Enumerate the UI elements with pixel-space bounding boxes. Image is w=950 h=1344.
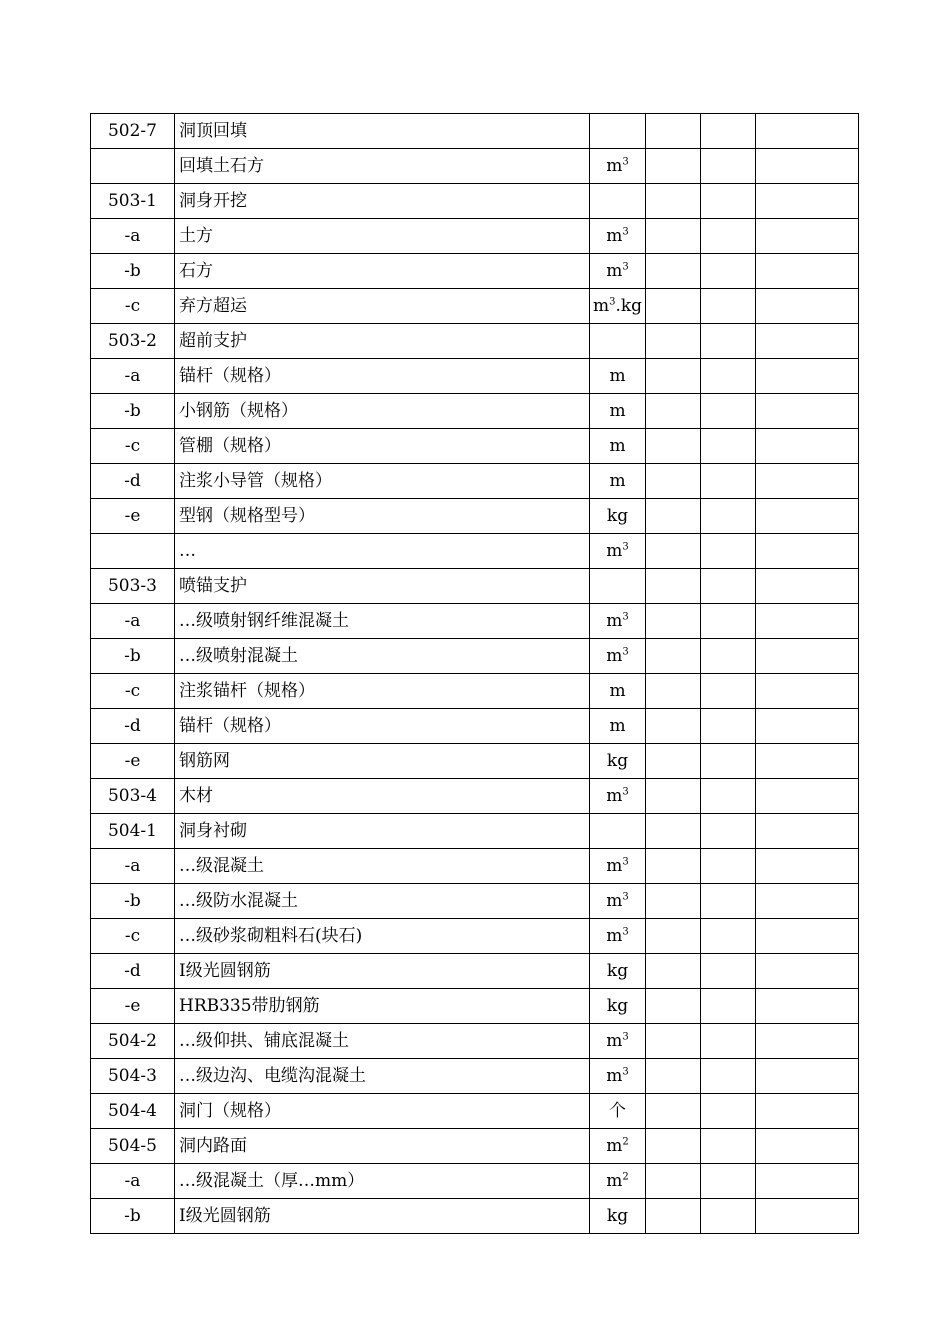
amount-cell <box>756 1094 859 1129</box>
amount-cell <box>756 569 859 604</box>
amount-cell <box>756 464 859 499</box>
amount-cell <box>756 814 859 849</box>
item-name-cell: 洞门（规格） <box>175 1094 590 1129</box>
unit-cell: $m^3$ <box>590 1059 646 1094</box>
item-code-cell: -b <box>91 639 175 674</box>
table-row <box>91 114 859 149</box>
item-code-cell: -d <box>91 464 175 499</box>
quantity-cell <box>646 359 701 394</box>
unit-cell: kg <box>590 1199 646 1234</box>
amount-cell <box>756 919 859 954</box>
amount-cell <box>756 324 859 359</box>
unit-price-cell <box>701 254 756 289</box>
table-row <box>91 429 859 464</box>
table-row <box>91 184 859 219</box>
unit-cell: $m^3$ <box>590 534 646 569</box>
unit-price-cell <box>701 954 756 989</box>
item-name-cell: …级砂浆砌粗料石(块石) <box>175 919 590 954</box>
unit-cell <box>590 324 646 359</box>
item-code-cell: -b <box>91 254 175 289</box>
item-name-cell: 锚杆（规格） <box>175 709 590 744</box>
quantity-cell <box>646 289 701 324</box>
item-name-cell: …级混凝土 <box>175 849 590 884</box>
quantity-cell <box>646 114 701 149</box>
table-row <box>91 814 859 849</box>
quantity-cell <box>646 499 701 534</box>
table-row <box>91 324 859 359</box>
item-name-cell: …级喷射混凝土 <box>175 639 590 674</box>
unit-price-cell <box>701 184 756 219</box>
amount-cell <box>756 744 859 779</box>
item-code-cell: 504-3 <box>91 1059 175 1094</box>
table-row <box>91 534 859 569</box>
unit-cell: $m^3$ <box>590 779 646 814</box>
table-row <box>91 254 859 289</box>
quantity-cell <box>646 149 701 184</box>
unit-cell: $m^3$ <box>590 849 646 884</box>
amount-cell <box>756 184 859 219</box>
unit-price-cell <box>701 219 756 254</box>
amount-cell <box>756 219 859 254</box>
unit-price-cell <box>701 1024 756 1059</box>
unit-price-cell <box>701 1059 756 1094</box>
item-name-cell: …级边沟、电缆沟混凝土 <box>175 1059 590 1094</box>
unit-price-cell <box>701 919 756 954</box>
item-code-cell: 503-1 <box>91 184 175 219</box>
quantity-cell <box>646 989 701 1024</box>
quantity-cell <box>646 429 701 464</box>
quantity-cell <box>646 1059 701 1094</box>
unit-cell: $m^2$ <box>590 1164 646 1199</box>
unit-price-cell <box>701 709 756 744</box>
amount-cell <box>756 779 859 814</box>
unit-price-cell <box>701 604 756 639</box>
table-row <box>91 954 859 989</box>
item-code-cell: 504-5 <box>91 1129 175 1164</box>
item-name-cell: 管棚（规格） <box>175 429 590 464</box>
item-code-cell: -b <box>91 1199 175 1234</box>
amount-cell <box>756 1059 859 1094</box>
item-code-cell: 503-2 <box>91 324 175 359</box>
item-name-cell: Ⅰ级光圆钢筋 <box>175 954 590 989</box>
item-code-cell: -b <box>91 394 175 429</box>
unit-price-cell <box>701 989 756 1024</box>
unit-cell: kg <box>590 954 646 989</box>
item-code-cell: -d <box>91 954 175 989</box>
item-code-cell: 504-2 <box>91 1024 175 1059</box>
table-row <box>91 499 859 534</box>
amount-cell <box>756 114 859 149</box>
unit-cell: m <box>590 394 646 429</box>
unit-price-cell <box>701 1129 756 1164</box>
unit-price-cell <box>701 779 756 814</box>
unit-cell: $m^3.kg$ <box>590 289 646 324</box>
quantity-cell <box>646 709 701 744</box>
table-row <box>91 674 859 709</box>
table-row <box>91 289 859 324</box>
item-name-cell: 洞内路面 <box>175 1129 590 1164</box>
unit-cell: m <box>590 429 646 464</box>
item-name-cell: HRB335带肋钢筋 <box>175 989 590 1024</box>
table-row <box>91 1129 859 1164</box>
table-row <box>91 919 859 954</box>
quantity-cell <box>646 1199 701 1234</box>
quantity-cell <box>646 394 701 429</box>
item-code-cell: 504-4 <box>91 1094 175 1129</box>
item-name-cell: …级防水混凝土 <box>175 884 590 919</box>
item-name-cell: 木材 <box>175 779 590 814</box>
item-name-cell: …级喷射钢纤维混凝土 <box>175 604 590 639</box>
quantity-cell <box>646 534 701 569</box>
unit-price-cell <box>701 1199 756 1234</box>
unit-price-cell <box>701 674 756 709</box>
item-name-cell: 锚杆（规格） <box>175 359 590 394</box>
table-row <box>91 989 859 1024</box>
table-row <box>91 1024 859 1059</box>
unit-cell: kg <box>590 499 646 534</box>
quantity-cell <box>646 324 701 359</box>
unit-cell: $m^3$ <box>590 884 646 919</box>
amount-cell <box>756 534 859 569</box>
amount-cell <box>756 709 859 744</box>
quantity-cell <box>646 674 701 709</box>
item-code-cell: -a <box>91 604 175 639</box>
item-code-cell: 504-1 <box>91 814 175 849</box>
table-row <box>91 744 859 779</box>
item-name-cell: …级仰拱、铺底混凝土 <box>175 1024 590 1059</box>
unit-cell <box>590 184 646 219</box>
item-code-cell: -a <box>91 1164 175 1199</box>
unit-price-cell <box>701 289 756 324</box>
quantity-cell <box>646 779 701 814</box>
unit-price-cell <box>701 639 756 674</box>
amount-cell <box>756 394 859 429</box>
unit-price-cell <box>701 149 756 184</box>
item-name-cell: 回填土石方 <box>175 149 590 184</box>
unit-cell: m <box>590 674 646 709</box>
unit-price-cell <box>701 114 756 149</box>
quantity-cell <box>646 744 701 779</box>
unit-price-cell <box>701 324 756 359</box>
amount-cell <box>756 1164 859 1199</box>
unit-price-cell <box>701 429 756 464</box>
amount-cell <box>756 499 859 534</box>
item-name-cell: 喷锚支护 <box>175 569 590 604</box>
unit-price-cell <box>701 534 756 569</box>
quantity-cell <box>646 1164 701 1199</box>
item-code-cell: -a <box>91 359 175 394</box>
bill-of-quantities-table <box>90 113 859 1234</box>
table-row <box>91 1164 859 1199</box>
item-name-cell: 洞身衬砌 <box>175 814 590 849</box>
item-name-cell: 型钢（规格型号） <box>175 499 590 534</box>
quantity-cell <box>646 184 701 219</box>
table-row <box>91 1059 859 1094</box>
table-row <box>91 569 859 604</box>
unit-price-cell <box>701 814 756 849</box>
amount-cell <box>756 674 859 709</box>
item-code-cell: -a <box>91 219 175 254</box>
amount-cell <box>756 1129 859 1164</box>
unit-cell: $m^3$ <box>590 1024 646 1059</box>
unit-price-cell <box>701 394 756 429</box>
item-code-cell <box>91 534 175 569</box>
unit-price-cell <box>701 359 756 394</box>
unit-cell: $m^3$ <box>590 149 646 184</box>
table-row <box>91 1094 859 1129</box>
amount-cell <box>756 254 859 289</box>
item-code-cell: -d <box>91 709 175 744</box>
amount-cell <box>756 884 859 919</box>
table-row <box>91 639 859 674</box>
amount-cell <box>756 639 859 674</box>
item-code-cell: -e <box>91 989 175 1024</box>
unit-price-cell <box>701 464 756 499</box>
quantity-cell <box>646 1129 701 1164</box>
amount-cell <box>756 429 859 464</box>
unit-price-cell <box>701 884 756 919</box>
unit-cell: kg <box>590 989 646 1024</box>
quantity-cell <box>646 849 701 884</box>
item-code-cell: -c <box>91 674 175 709</box>
amount-cell <box>756 289 859 324</box>
unit-cell: 个 <box>590 1094 646 1129</box>
item-name-cell: 弃方超运 <box>175 289 590 324</box>
item-name-cell: 洞顶回填 <box>175 114 590 149</box>
amount-cell <box>756 604 859 639</box>
table-row <box>91 1199 859 1234</box>
table-row <box>91 394 859 429</box>
amount-cell <box>756 954 859 989</box>
item-name-cell: 注浆锚杆（规格） <box>175 674 590 709</box>
unit-cell: $m^3$ <box>590 604 646 639</box>
unit-price-cell <box>701 499 756 534</box>
item-name-cell: 石方 <box>175 254 590 289</box>
amount-cell <box>756 989 859 1024</box>
unit-price-cell <box>701 744 756 779</box>
table-row <box>91 604 859 639</box>
quantity-cell <box>646 919 701 954</box>
unit-price-cell <box>701 849 756 884</box>
item-name-cell: 土方 <box>175 219 590 254</box>
unit-cell: m <box>590 709 646 744</box>
table-row <box>91 149 859 184</box>
item-code-cell: 503-4 <box>91 779 175 814</box>
item-code-cell: 502-7 <box>91 114 175 149</box>
unit-price-cell <box>701 1164 756 1199</box>
item-code-cell: -b <box>91 884 175 919</box>
quantity-cell <box>646 639 701 674</box>
quantity-cell <box>646 884 701 919</box>
item-name-cell: …级混凝土（厚…mm） <box>175 1164 590 1199</box>
quantity-cell <box>646 569 701 604</box>
item-code-cell: -e <box>91 499 175 534</box>
unit-cell: $m^3$ <box>590 254 646 289</box>
item-name-cell: Ⅰ级光圆钢筋 <box>175 1199 590 1234</box>
unit-cell <box>590 814 646 849</box>
unit-cell: $m^2$ <box>590 1129 646 1164</box>
item-code-cell: 503-3 <box>91 569 175 604</box>
item-name-cell: 小钢筋（规格） <box>175 394 590 429</box>
table-row <box>91 709 859 744</box>
unit-cell <box>590 114 646 149</box>
unit-cell <box>590 569 646 604</box>
quantity-cell <box>646 1094 701 1129</box>
quantity-cell <box>646 219 701 254</box>
amount-cell <box>756 149 859 184</box>
table-row <box>91 359 859 394</box>
unit-cell: kg <box>590 744 646 779</box>
item-name-cell: 超前支护 <box>175 324 590 359</box>
table-row <box>91 464 859 499</box>
item-name-cell: 钢筋网 <box>175 744 590 779</box>
quantity-cell <box>646 464 701 499</box>
quantity-cell <box>646 814 701 849</box>
item-name-cell: 洞身开挖 <box>175 184 590 219</box>
table-row <box>91 219 859 254</box>
table-body <box>91 114 859 1234</box>
item-name-cell: 注浆小导管（规格） <box>175 464 590 499</box>
unit-cell: $m^3$ <box>590 639 646 674</box>
quantity-cell <box>646 604 701 639</box>
amount-cell <box>756 359 859 394</box>
item-code-cell: -a <box>91 849 175 884</box>
item-code-cell <box>91 149 175 184</box>
amount-cell <box>756 849 859 884</box>
unit-cell: $m^3$ <box>590 219 646 254</box>
unit-cell: m <box>590 464 646 499</box>
quantity-cell <box>646 1024 701 1059</box>
item-name-cell: … <box>175 534 590 569</box>
item-code-cell: -c <box>91 429 175 464</box>
unit-price-cell <box>701 569 756 604</box>
amount-cell <box>756 1024 859 1059</box>
table-row <box>91 849 859 884</box>
table-row <box>91 779 859 814</box>
amount-cell <box>756 1199 859 1234</box>
item-code-cell: -c <box>91 919 175 954</box>
quantity-cell <box>646 254 701 289</box>
table-row <box>91 884 859 919</box>
item-code-cell: -e <box>91 744 175 779</box>
unit-cell: m <box>590 359 646 394</box>
item-code-cell: -c <box>91 289 175 324</box>
unit-price-cell <box>701 1094 756 1129</box>
unit-cell: $m^3$ <box>590 919 646 954</box>
quantity-cell <box>646 954 701 989</box>
